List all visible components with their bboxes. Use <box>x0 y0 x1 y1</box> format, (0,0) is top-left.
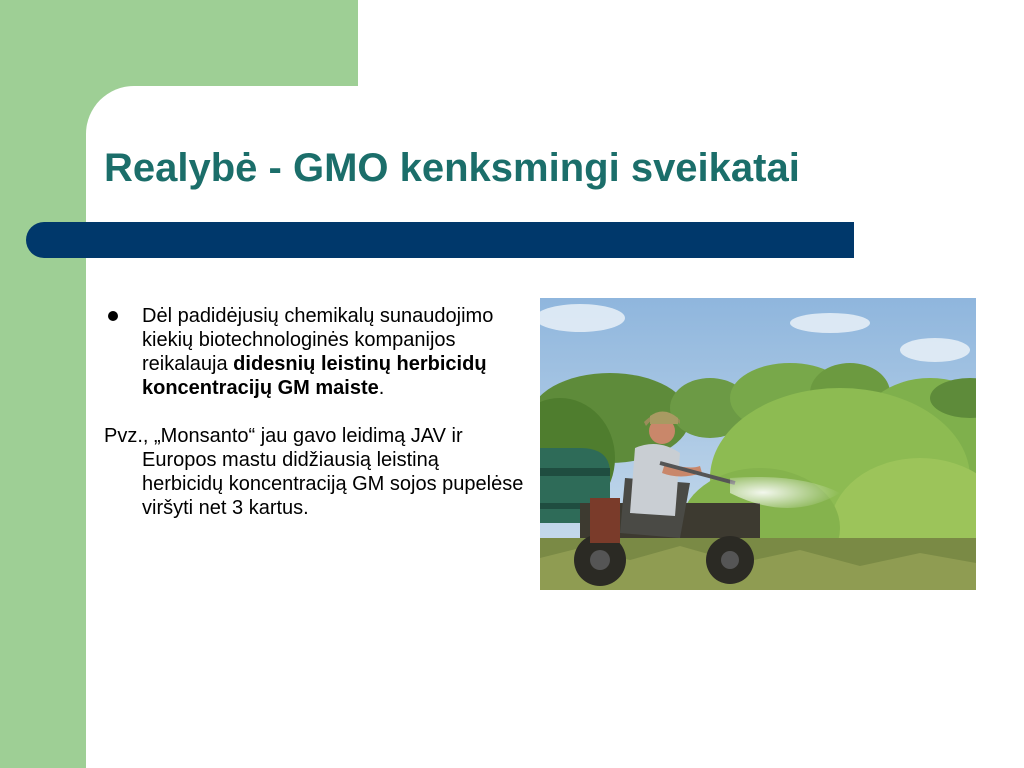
bullet-text: Dėl padidėjusių chemikalų sunaudojimo kiekių biotechnologinės kompanijos reikalauja <box>142 305 494 375</box>
slide-title: Realybė - GMO kenksmingi sveikatai <box>104 146 800 190</box>
bullet-dot-icon <box>108 311 118 321</box>
spraying-photo <box>540 298 976 590</box>
example-paragraph: Pvz., „Monsanto“ jau gavo leidimą JAV ir Europos mastu didžiausią leistiną herbicidų koncentraciją GM sojos pupelėse viršyti net 3 kartus. <box>104 425 524 519</box>
bullet-item <box>104 304 524 400</box>
slide-body <box>104 304 524 520</box>
bullet-text-end: . <box>378 377 385 399</box>
bullet-bold-text: didesnių leistinų herbicidų koncentracijų GM maiste <box>142 353 487 399</box>
title-underline-bar <box>26 222 854 258</box>
